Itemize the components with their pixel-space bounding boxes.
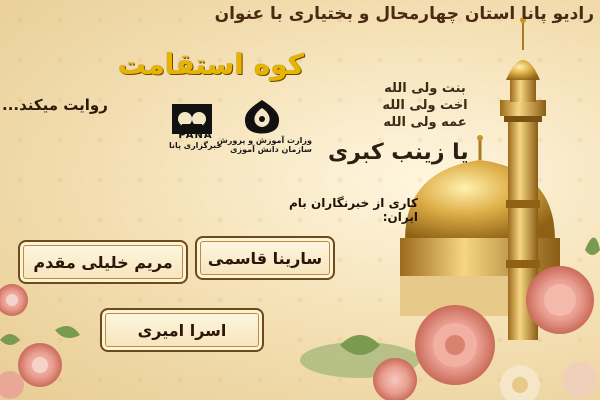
calligraphy-line: اخت ولی الله bbox=[382, 98, 468, 113]
reporter-name: سارینا قاسمی bbox=[207, 248, 323, 268]
pink-flowers-left bbox=[0, 284, 80, 399]
calligraphy-line: بنت ولی الله bbox=[384, 81, 466, 96]
ministry-logo-caption-1: وزارت آموزش و پرورش bbox=[216, 136, 312, 145]
cooperation-label: کاری از خبرنگاران بام ایران: bbox=[288, 196, 418, 224]
pana-logo-caption: خبرگزاری پانا bbox=[168, 141, 223, 150]
name-plate bbox=[195, 236, 335, 280]
logos-group bbox=[168, 96, 313, 176]
ministry-logo bbox=[216, 96, 312, 176]
calligraphy-line: عمه ولی الله bbox=[383, 115, 467, 130]
calligraphy-side: یا زینب کبری bbox=[328, 140, 469, 165]
reporter-name: مریم خلیلی مقدم bbox=[33, 252, 173, 272]
reporter-name: اسرا امیری bbox=[137, 320, 227, 340]
name-plate bbox=[18, 240, 188, 284]
ministry-logo-caption-2: سازمان دانش آموزی bbox=[230, 145, 312, 154]
calligraphy-block bbox=[328, 80, 500, 170]
pana-logo bbox=[168, 96, 223, 176]
narrates-text: روایت میکند... bbox=[2, 96, 108, 114]
header-text: رادیو پانا استان چهارمحال و بختیاری با عنوان bbox=[214, 4, 594, 24]
program-title: کوه استقامت bbox=[117, 48, 305, 81]
pana-logo-name: PANA bbox=[178, 130, 213, 141]
name-plate bbox=[100, 308, 264, 352]
